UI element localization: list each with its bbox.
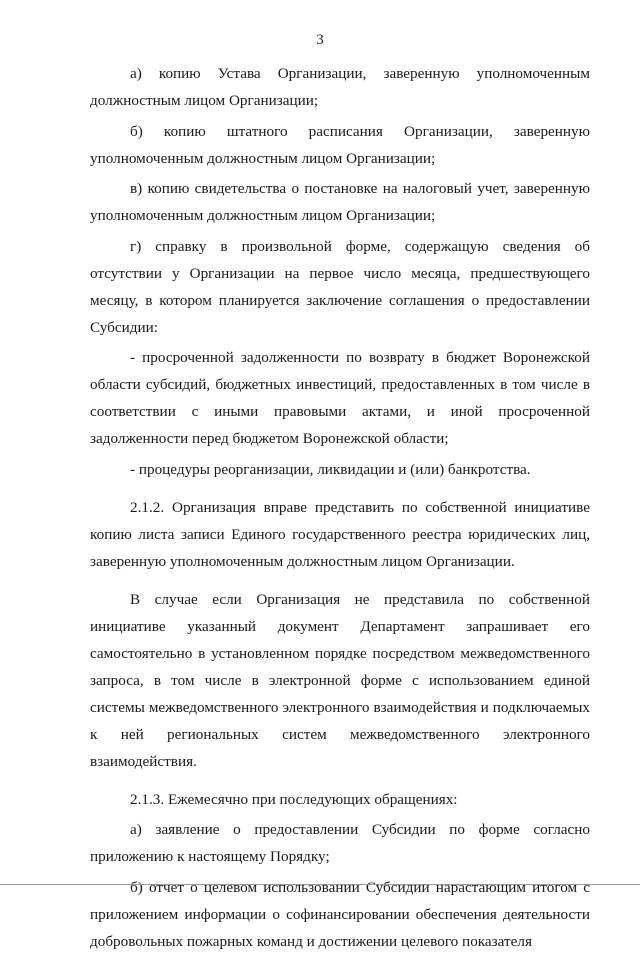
list-item-overdue-debt: - просроченной задолженности по возврату в бюджет Воронежской области субсидий, бюджетных инвестиций, предоставленных в том числе в соответствии с иными правовыми актами, и иной просроченной задолженности перед бюджетом Воронежской области; bbox=[90, 349, 590, 447]
paragraph-b-staff-schedule-copy: б) копию штатного расписания Организации, заверенную уполномоченным должностным лицом Организации; bbox=[90, 122, 590, 167]
paragraph-2-1-2: 2.1.2. Организация вправе представить по собственной инициативе копию листа записи Единого государственного реестра юридических лиц, заверенную уполномоченным должностным лицом Организации. bbox=[90, 498, 590, 570]
paragraph-a-application: а) заявление о предоставлении Субсидии по форме согласно приложению к настоящему Порядку; bbox=[90, 821, 590, 865]
paragraph-interdepartmental-request: В случае если Организация не представила по собственной инициативе указанный документ Департамент запрашивает его самостоятельно в установленном порядке посредством межведомственного запроса, в том числе в электронной форме с использованием единой системы межведомственного электронного взаимодействия и подключаемых к ней региональных систем межведомственного электронного взаимодействия. bbox=[90, 590, 590, 770]
page-bottom-divider bbox=[0, 884, 640, 885]
paragraph-2-1-3: 2.1.3. Ежемесячно при последующих обращениях: bbox=[130, 790, 458, 808]
paragraph-a-charter-copy: а) копию Устава Организации, заверенную уполномоченным должностным лицом Организации; bbox=[90, 65, 590, 109]
list-item-reorganization: - процедуры реорганизации, ликвидации и (или) банкротства. bbox=[130, 460, 531, 478]
page-number: 3 bbox=[316, 32, 324, 48]
paragraph-b-report: б) отчет о целевом использовании Субсидии нарастающим итогом с приложением информации о софинансировании обеспечения деятельности добровольных пожарных команд и достижении целевого показателя bbox=[90, 878, 590, 950]
document-body bbox=[90, 60, 590, 958]
paragraph-c-tax-certificate-copy: в) копию свидетельства о постановке на налоговый учет, заверенную уполномоченным должностным лицом Организации; bbox=[90, 180, 590, 224]
paragraph-d-reference-statement: г) справку в произвольной форме, содержащую сведения об отсутствии у Организации на первое число месяца, предшествующего месяцу, в котором планируется заключение соглашения о предоставлении Субсидии: bbox=[90, 237, 590, 336]
